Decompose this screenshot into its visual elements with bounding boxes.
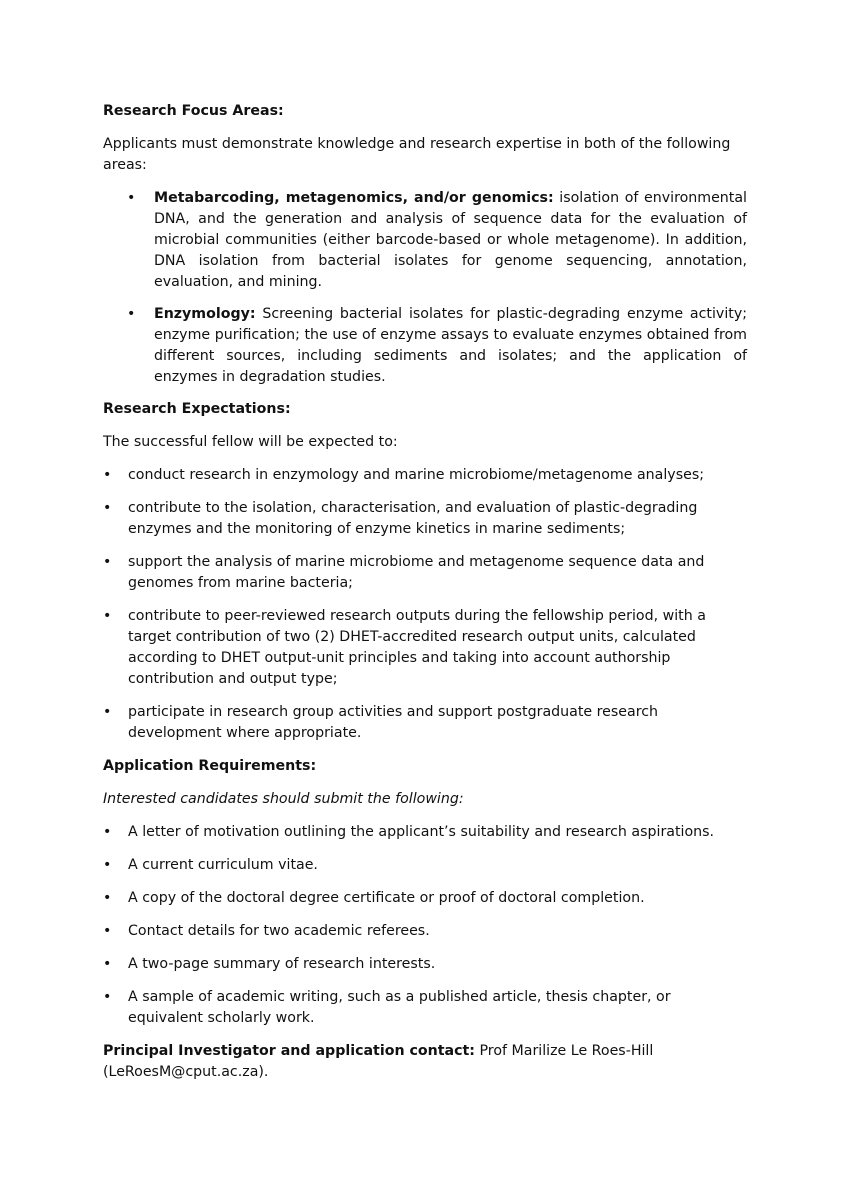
contact-paragraph [103, 1041, 747, 1083]
focus-item-text: Screening bacterial isolates for plastic-degrading enzyme activity; enzyme purification; the use of enzyme assays to evaluate enzymes obtained from different sources, including sediments and isolates; and the application of enzymes in degradation studies. [154, 306, 747, 385]
research-expectations-list [103, 465, 747, 744]
list-item: • support the analysis of marine microbiome and metagenome sequence data and genomes from marine bacteria; [128, 552, 747, 594]
focus-item-title: Enzymology: [154, 306, 256, 322]
focus-item-title: Metabarcoding, metagenomics, and/or genomics: [154, 190, 554, 206]
list-item: • conduct research in enzymology and marine microbiome/metagenome analyses; [128, 465, 747, 486]
application-requirements-heading: Application Requirements: [103, 758, 317, 774]
document-page [103, 101, 747, 1083]
list-item: • A sample of academic writing, such as a published article, thesis chapter, or equivalent scholarly work. [128, 987, 747, 1029]
research-expectations-intro: The successful fellow will be expected to: [103, 434, 398, 450]
research-expectations-heading: Research Expectations: [103, 401, 291, 417]
focus-item-text: isolation of environmental DNA, and the generation and analysis of sequence data for the evaluation of microbial communities (either barcode-based or whole metagenome). In addition, DNA isolation from bacterial isolates for genome sequencing, annotation, evaluation, and mining. [154, 190, 747, 290]
list-item: • Contact details for two academic referees. [128, 921, 747, 942]
application-requirements-intro: Interested candidates should submit the following: [103, 791, 464, 807]
contact-label: Principal Investigator and application contact: [103, 1043, 475, 1059]
research-focus-list [103, 188, 747, 388]
contact-text: Prof Marilize Le Roes-Hill (LeRoesM@cput.ac.za). [103, 1043, 654, 1080]
list-item: • contribute to the isolation, characterisation, and evaluation of plastic-degrading enzymes and the monitoring of enzyme kinetics in marine sediments; [128, 498, 747, 540]
list-item: • A current curriculum vitae. [128, 855, 747, 876]
research-focus-intro: Applicants must demonstrate knowledge and research expertise in both of the following areas: [103, 136, 731, 173]
list-item: • contribute to peer-reviewed research outputs during the fellowship period, with a target contribution of two (2) DHET-accredited research output units, calculated according to DHET output-unit principles and taking into account authorship contribution and output type; [128, 606, 747, 690]
list-item: • A copy of the doctoral degree certificate or proof of doctoral completion. [128, 888, 747, 909]
list-item: • A letter of motivation outlining the applicant’s suitability and research aspirations. [128, 822, 747, 843]
list-item: • A two-page summary of research interests. [128, 954, 747, 975]
list-item [154, 188, 747, 293]
application-requirements-list [103, 822, 747, 1029]
research-focus-heading: Research Focus Areas: [103, 103, 284, 119]
list-item: • participate in research group activities and support postgraduate research development where appropriate. [128, 702, 747, 744]
list-item [154, 304, 747, 388]
